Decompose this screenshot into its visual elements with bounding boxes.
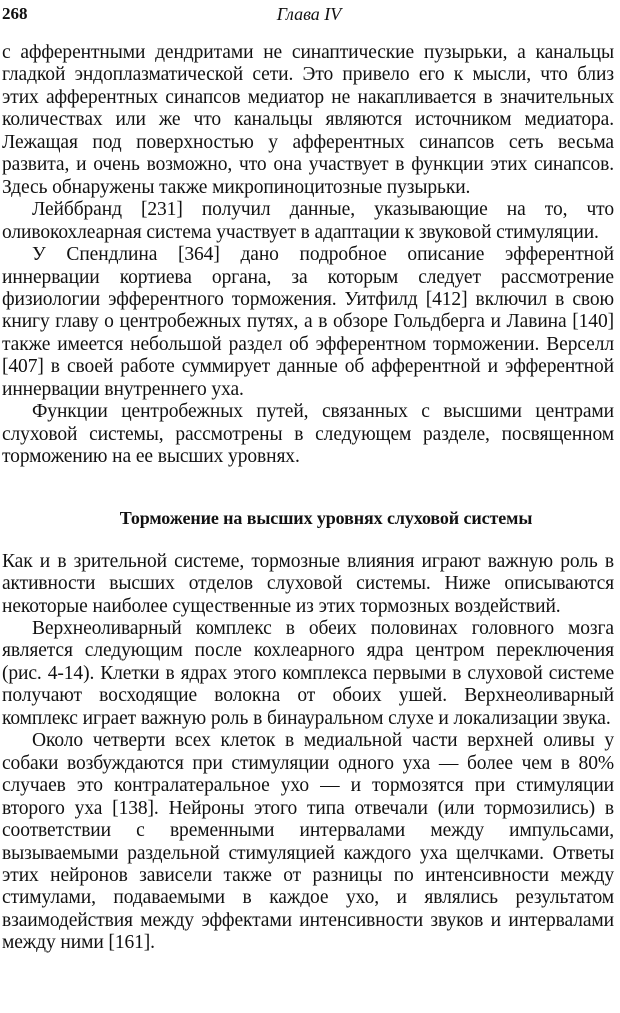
section-heading: Торможение на высших уровнях слуховой системы [119,507,533,528]
running-head [2,4,616,28]
paragraph: Функции центробежных путей, связанных с высшими центрами слуховой системы, рассмотрены в следующем разделе, посвященном торможению на ее высших уровнях. [2,401,614,468]
paragraph: У Спендлина [364] дано подробное описание эфферентной иннервации кортиева органа, за которым следует рассмотрение физиологии эфферентного торможения. Уитфилд [412] включил в свою книгу главу о центробежных путях, а в обзоре Гольдберга и Лавина [140] также имеется небольшой раздел об эфферентном торможении. Верселл [407] в своей работе суммирует данные об афферентной и эфферентной иннервации внутреннего уха. [2,244,614,400]
page-number: 268 [2,4,28,23]
body-text [2,42,614,955]
chapter-title: Глава IV [276,4,342,24]
paragraph: Около четверти всех клеток в медиальной части верхней оливы у собаки возбуждаются при стимуляции одного уха — более чем в 80% случаев это контралатеральное ухо — и тормозятся при стимуляции второго уха [138]. Нейроны этого типа отвечали (или тормозились) в соответствии с временными интервалами между импульсами, вызываемыми раздельной стимуляцией каждого уха щелчками. Ответы этих нейронов зависели также от разницы по интенсивности между стимулами, подаваемыми в каждое ухо, и являлись результатом взаимодействия между эффектами интенсивности звуков и интервалами между ними [161]. [2,730,614,954]
paragraph: с афферентными дендритами не синаптические пузырьки, а канальцы гладкой эндоплазматической сети. Это привело его к мысли, что близ этих афферентных синапсов медиатор не накапливается в значительных количествах или же что канальцы являются источником медиатора. Лежащая под поверхностью у афферентных синапсов сеть весьма развита, и очень возможно, что она участвует в функции этих синапсов. Здесь обнаружены также микропиноцитозные пузырьки. [2,42,614,198]
paragraph: Верхнеоливарный комплекс в обеих половинах головного мозга является следующим после кохлеарного ядра центром переключения (рис. 4-14). Клетки в ядрах этого комплекса первыми в слуховой системе получают восходящие волокна от обоих ушей. Верхнеоливарный комплекс играет важную роль в бинауральном слухе и локализации звука. [2,617,614,729]
paragraph: Лейббранд [231] получил данные, указывающие на то, что оливокохлеарная система участвует в адаптации к звуковой стимуляции. [2,199,614,243]
paragraph: Как и в зрительной системе, тормозные влияния играют важную роль в активности высших отделов слуховой системы. Ниже описываются некоторые наиболее существенные из этих тормозных воздействий. [2,550,614,617]
